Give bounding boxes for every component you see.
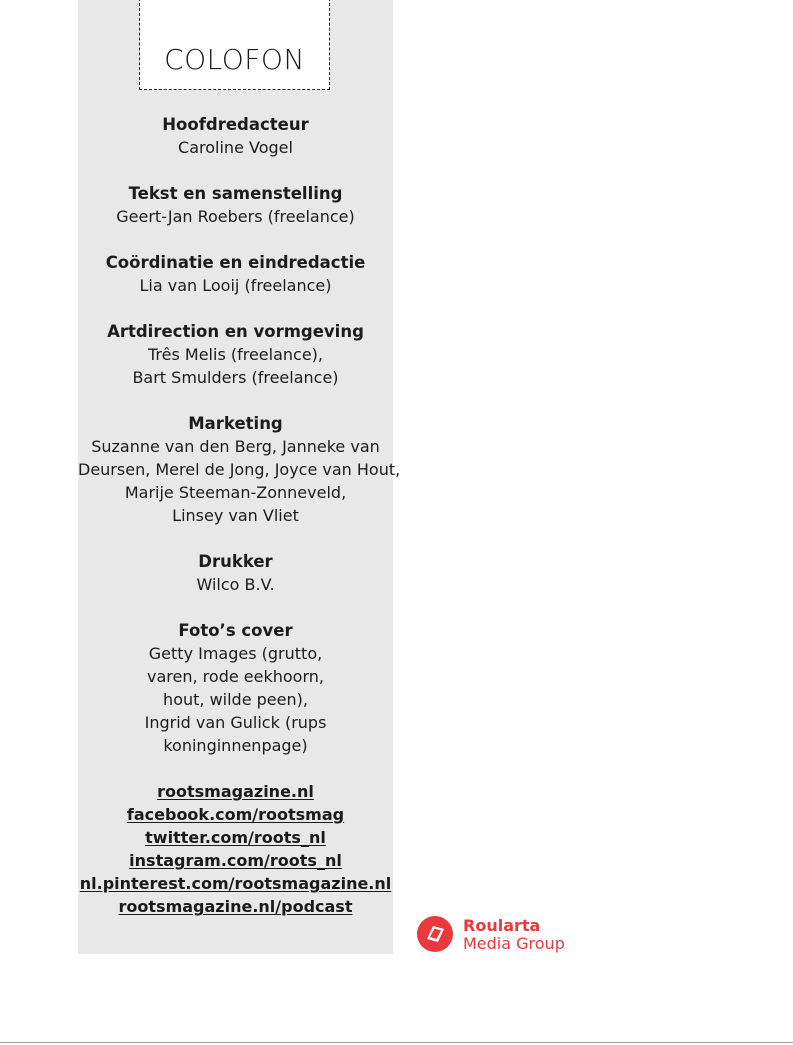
credit-section	[78, 113, 393, 159]
credit-section	[78, 182, 393, 228]
logo-text-roularta: Roularta	[463, 916, 541, 935]
roularta-logo-icon	[416, 915, 454, 953]
credit-heading: Artdirection en vormgeving	[107, 322, 364, 341]
credit-heading: Marketing	[188, 414, 283, 433]
credit-line: Lia van Looij (freelance)	[139, 276, 332, 295]
roularta-logo	[416, 914, 576, 956]
link-4[interactable]: nl.pinterest.com/rootsmagazine.nl	[79, 874, 392, 893]
credit-heading: Drukker	[198, 552, 273, 571]
credit-line: Ingrid van Gulick (rups	[144, 713, 327, 732]
credit-line: Bart Smulders (freelance)	[132, 368, 339, 387]
logo-text-media-group: Media Group	[463, 934, 565, 953]
links-list	[78, 780, 393, 918]
credit-line: koninginnenpage)	[163, 736, 308, 755]
credit-heading: Foto’s cover	[178, 621, 293, 640]
colofon-content	[78, 113, 401, 918]
link-0[interactable]: rootsmagazine.nl	[157, 782, 314, 801]
credit-line: Linsey van Vliet	[172, 506, 299, 525]
credit-section	[78, 320, 393, 389]
credit-heading: Hoofdredacteur	[162, 115, 309, 134]
credit-line: Getty Images (grutto,	[148, 644, 323, 663]
credit-line: Três Melis (freelance),	[147, 345, 324, 364]
colofon-title: COLOFON	[164, 43, 305, 76]
credit-line: Deursen, Merel de Jong, Joyce van Hout,	[78, 460, 401, 479]
link-2[interactable]: twitter.com/roots_nl	[145, 828, 326, 847]
credit-heading: Tekst en samenstelling	[128, 184, 343, 203]
credit-section	[78, 619, 393, 757]
link-5[interactable]: rootsmagazine.nl/podcast	[118, 897, 353, 916]
credit-line: Geert-Jan Roebers (freelance)	[116, 207, 355, 226]
link-3[interactable]: instagram.com/roots_nl	[129, 851, 342, 870]
credit-line: Suzanne van den Berg, Janneke van	[91, 437, 380, 456]
credit-line: Marije Steeman-Zonneveld,	[124, 483, 347, 502]
credit-heading: Coördinatie en eindredactie	[105, 253, 366, 272]
credit-line: Caroline Vogel	[178, 138, 293, 157]
credit-line: hout, wilde peen),	[163, 690, 308, 709]
credit-line: Wilco B.V.	[196, 575, 275, 594]
credit-section	[78, 550, 393, 596]
credits-list	[78, 113, 401, 757]
credit-section	[78, 412, 401, 527]
link-1[interactable]: facebook.com/rootsmag	[126, 805, 345, 824]
credit-section	[78, 251, 393, 297]
colofon-title-box	[139, 0, 330, 90]
credit-line: varen, rode eekhoorn,	[147, 667, 324, 686]
page-bottom-rule	[0, 1042, 793, 1043]
